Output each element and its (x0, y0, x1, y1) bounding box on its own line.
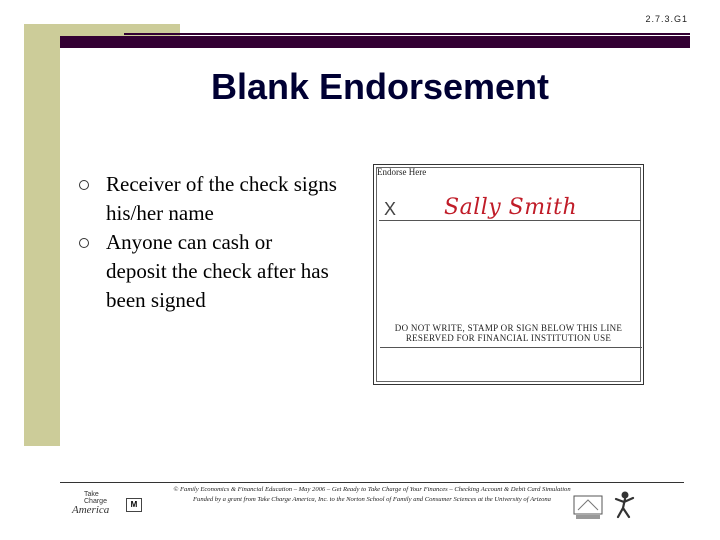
footer-line2: Funded by a grant from Take Charge America, Inc. to the Norton School of Family and Consumer Sciences at the University of Arizona (193, 496, 551, 503)
reserved-line (380, 347, 642, 348)
signature-x-mark: X (384, 199, 397, 219)
bullet-item (78, 228, 338, 315)
header-rule (60, 36, 690, 48)
signature-line (379, 220, 641, 221)
reserved-notice-line2: RESERVED FOR FINANCIAL INSTITUTION USE (405, 333, 612, 343)
slide-number: 2.7.3.G1 (645, 14, 688, 24)
header-thin-rule (124, 33, 690, 35)
bullet-text: Anyone can cash or deposit the check after has been signed (106, 230, 329, 312)
footer-line1: © Family Economics & Financial Education – May 2006 – Get Ready to Take Charge of Your Finances – Checking Account & Debit Card Simulation (173, 486, 571, 493)
running-figure-icon (612, 490, 638, 522)
bullet-list (78, 170, 338, 315)
endorse-here-label: Endorse Here (377, 167, 427, 177)
bullet-item (78, 170, 338, 228)
partner-logo-icon: M (126, 498, 142, 512)
bullet-circle-icon (79, 238, 89, 248)
reserved-notice-line1: DO NOT WRITE, STAMP OR SIGN BELOW THIS LINE (394, 323, 623, 333)
take-charge-america-logo: America (72, 504, 110, 516)
bullet-circle-icon (79, 180, 89, 190)
slide-title: Blank Endorsement (210, 66, 550, 107)
reserved-notice (374, 323, 643, 343)
check-endorsement-area (373, 164, 644, 385)
signature: Sally Smith (444, 195, 578, 220)
bullet-text: Receiver of the check signs his/her name (106, 172, 337, 225)
university-logo-icon (568, 492, 608, 522)
footer-rule (60, 482, 684, 483)
take-charge-tagline: Take Charge (84, 491, 107, 505)
